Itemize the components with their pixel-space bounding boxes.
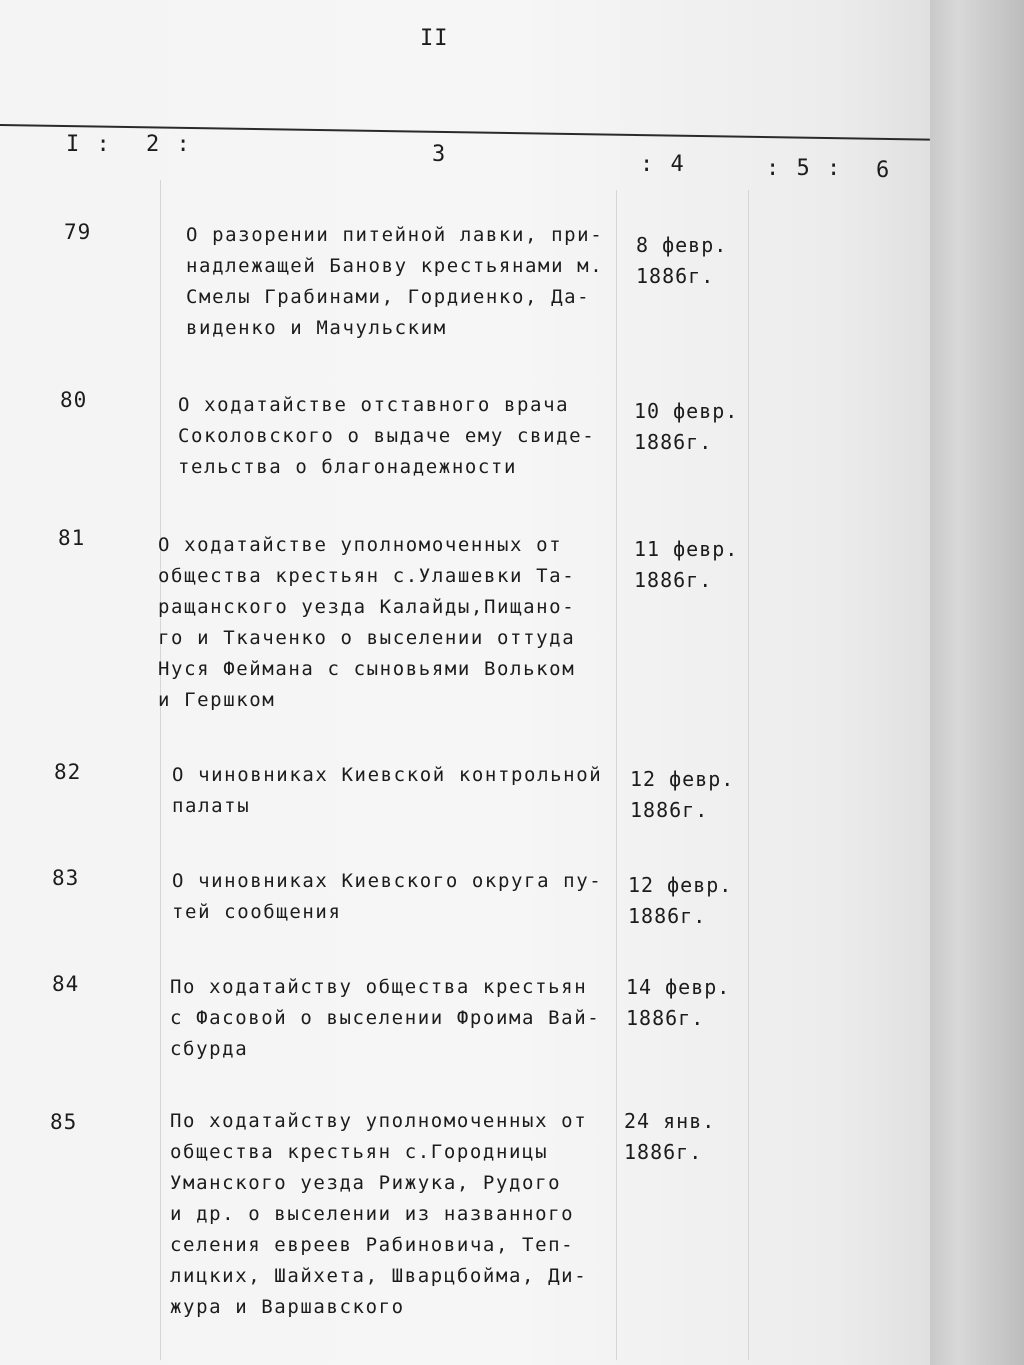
column-number-1: I : bbox=[66, 132, 112, 157]
entry-date: 12 февр. 1886г. bbox=[628, 873, 733, 928]
entry-description: По ходатайству уполномоченных от общества крестьян с.Городницы Уманского уезда Рижука, Рудого и др. о выселении из названного селения евреев Рабиновича, Теп- лицких, Шайхета, Шварцбойма, Ди- жура и Варшавского bbox=[170, 1110, 588, 1318]
header-rule bbox=[0, 124, 930, 141]
entry-description: О разорении питейной лавки, при- надлежащей Банову крестьянами м. Смелы Грабинами, Гордиенко, Да- виденко и Мачульским bbox=[186, 224, 604, 339]
entry-description: О чиновниках Киевской контрольной палаты bbox=[172, 764, 603, 817]
entry-date: 11 февр. 1886г. bbox=[634, 537, 739, 592]
entry-description: О чиновниках Киевского округа пу- тей сообщения bbox=[172, 870, 603, 923]
entry-number: 83 bbox=[52, 866, 80, 890]
entry-number: 81 bbox=[58, 526, 86, 550]
column-number-4: : 4 bbox=[640, 152, 686, 177]
column-number-5: : 5 : bbox=[766, 156, 843, 181]
column-number-3: 3 bbox=[432, 142, 448, 167]
entry-number: 84 bbox=[52, 972, 80, 996]
entry-number: 85 bbox=[50, 1110, 78, 1134]
column-divider bbox=[748, 190, 749, 1360]
column-divider bbox=[160, 180, 161, 1360]
column-divider bbox=[616, 190, 617, 1360]
entry-number: 82 bbox=[54, 760, 82, 784]
entry-date: 10 февр. 1886г. bbox=[634, 399, 739, 454]
entry-description: О ходатайстве отставного врача Соколовского о выдаче ему свиде- тельства о благонадежности bbox=[178, 394, 596, 478]
entry-number: 80 bbox=[60, 388, 88, 412]
page-number: II bbox=[420, 26, 449, 51]
page-edge-shadow bbox=[930, 0, 1024, 1365]
column-number-2: 2 : bbox=[146, 132, 192, 157]
entry-date: 24 янв. 1886г. bbox=[624, 1109, 716, 1164]
column-number-6: 6 bbox=[876, 158, 892, 183]
entry-number: 79 bbox=[64, 220, 92, 244]
entry-description: О ходатайстве уполномоченных от общества крестьян с.Улашевки Та- ращанского уезда Калайды,Пищано- го и Ткаченко о выселении оттуда Нуся Феймана с сыновьями Вольком и Гершком bbox=[158, 534, 576, 711]
entry-description: По ходатайству общества крестьян с Фасовой о выселении Фроима Вай- сбурда bbox=[170, 976, 601, 1060]
entry-date: 12 февр. 1886г. bbox=[630, 767, 735, 822]
entry-date: 14 февр. 1886г. bbox=[626, 975, 731, 1030]
entry-date: 8 февр. 1886г. bbox=[636, 233, 728, 288]
